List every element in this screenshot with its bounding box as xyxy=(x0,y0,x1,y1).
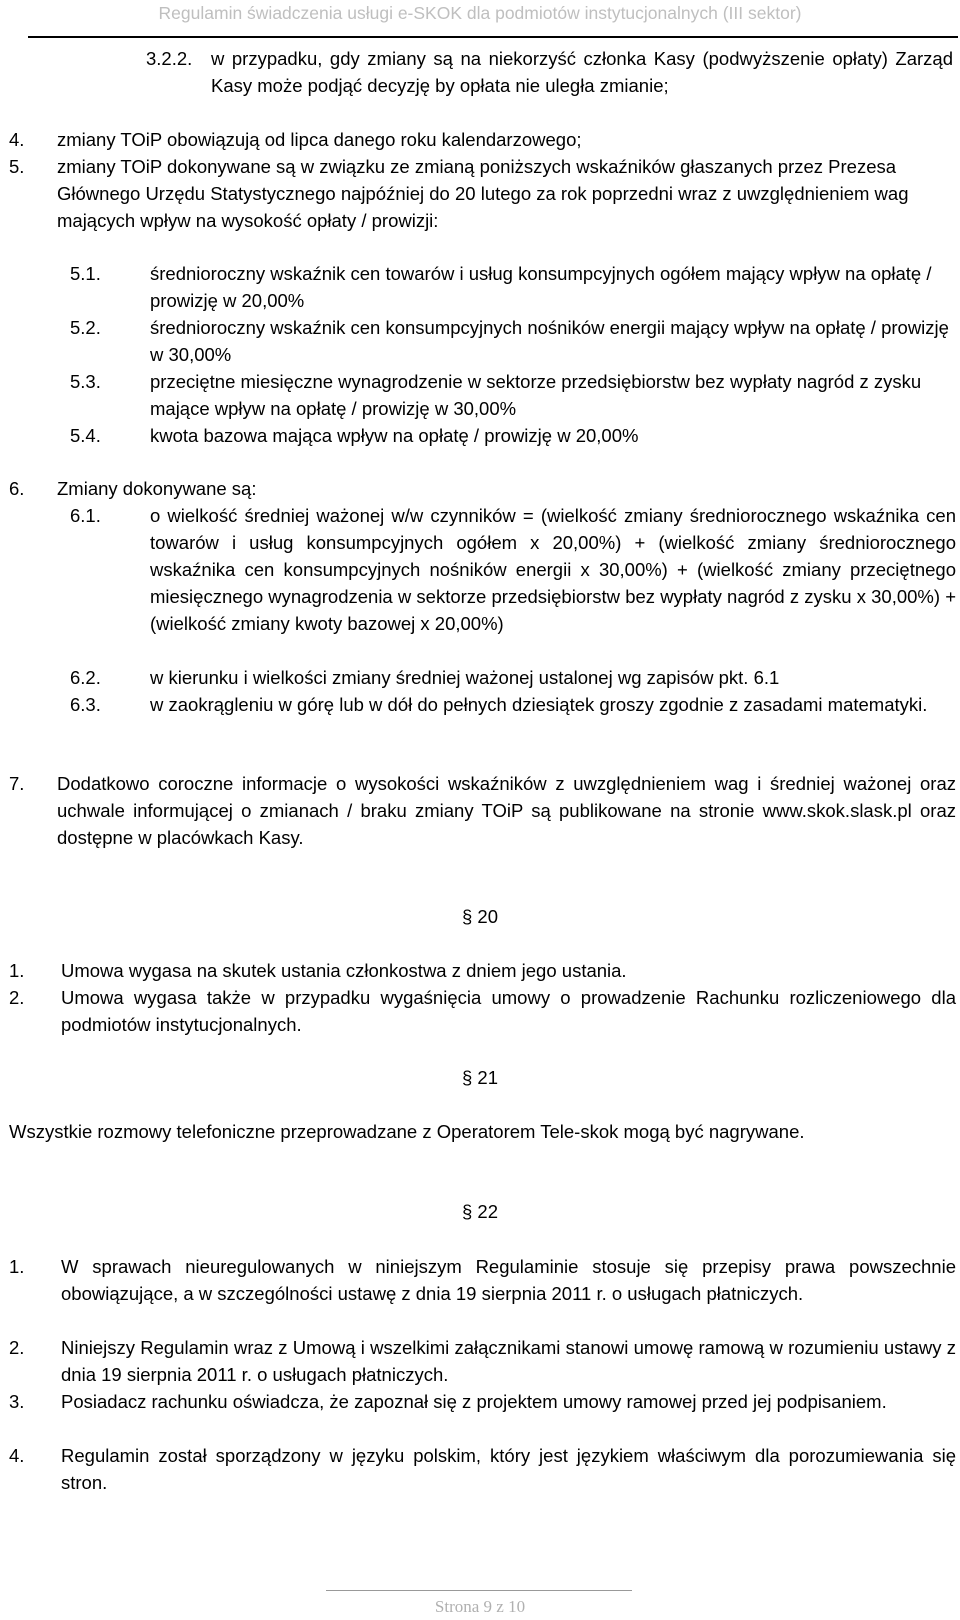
section-22-heading: § 22 xyxy=(461,1201,498,1222)
item-6-1-number: 6.1. xyxy=(70,505,101,526)
item-5-2-text: średnioroczny wskaźnik cen konsumpcyjnych nośników energii mający wpływ na opłatę / prowizję w 30,00% xyxy=(150,317,949,365)
s22-item-3-number: 3. xyxy=(9,1391,25,1412)
page-header: Regulamin świadczenia usługi e-SKOK dla podmiotów instytucjonalnych (III sektor) xyxy=(158,3,802,23)
page-number: Strona 9 z 10 xyxy=(434,1597,526,1616)
item-5-2-number: 5.2. xyxy=(70,317,101,338)
item-5-text: zmiany TOiP dokonywane są w związku ze zmianą poniższych wskaźników głaszanych przez Prezesa Głównego Urzędu Statystycznego najpóźniej do 20 lutego za rok poprzedni wraz z uwzględnieniem wag mających wpływ na wysokość opłaty / prowizji: xyxy=(57,156,909,231)
item-7-text: Dodatkowo coroczne informacje o wysokości wskaźników z uwzględnieniem wag i średniej ważonej oraz uchwale informującej o zmianach / braku zmiany TOiP są publikowane na stronie www.skok.slask.pl oraz dostępne w placówkach Kasy. xyxy=(57,773,956,848)
item-3-2-2-text: w przypadku, gdy zmiany są na niekorzyść członka Kasy (podwyższenie opłaty) Zarząd Kasy może podjąć decyzję by opłata nie uległa zmianie; xyxy=(211,48,953,96)
item-6-3-number: 6.3. xyxy=(70,694,101,715)
item-5-1-text: średnioroczny wskaźnik cen towarów i usług konsumpcyjnych ogółem mający wpływ na opłatę / prowizję w 20,00% xyxy=(150,263,932,311)
item-6-3-text: w zaokrągleniu w górę lub w dół do pełnych dziesiątek groszy zgodnie z zasadami matematyki. xyxy=(150,694,928,715)
item-6-2-text: w kierunku i wielkości zmiany średniej ważonej ustalonej wg zapisów pkt. 6.1 xyxy=(150,667,780,688)
s20-item-2-number: 2. xyxy=(9,987,25,1008)
item-4-text: zmiany TOiP obowiązują od lipca danego roku kalendarzowego; xyxy=(57,129,582,150)
item-5-3-text: przeciętne miesięczne wynagrodzenie w sektorze przedsiębiorstw bez wypłaty nagród z zysku mające wpływ na opłatę / prowizję w 30,00% xyxy=(150,371,922,419)
item-5-4-number: 5.4. xyxy=(70,425,101,446)
item-6-text: Zmiany dokonywane są: xyxy=(57,478,257,499)
item-7-number: 7. xyxy=(9,773,25,794)
section-21-text: Wszystkie rozmowy telefoniczne przeprowadzane z Operatorem Tele-skok mogą być nagrywane. xyxy=(9,1121,805,1142)
s20-item-2-text: Umowa wygasa także w przypadku wygaśnięcia umowy o prowadzenie Rachunku rozliczeniowego dla podmiotów instytucjonalnych. xyxy=(61,987,956,1035)
item-5-3-number: 5.3. xyxy=(70,371,101,392)
s22-item-1-text: W sprawach nieuregulowanych w niniejszym Regulaminie stosuje się przepisy prawa powszechnie obowiązujące, a w szczególności ustawę z dnia 19 sierpnia 2011 r. o usługach płatniczych. xyxy=(61,1256,956,1304)
footer-divider xyxy=(326,1590,632,1591)
item-6-2-number: 6.2. xyxy=(70,667,101,688)
s22-item-2-number: 2. xyxy=(9,1337,25,1358)
header-divider xyxy=(28,36,958,38)
item-5-1-number: 5.1. xyxy=(70,263,101,284)
item-6-number: 6. xyxy=(9,478,25,499)
s22-item-1-number: 1. xyxy=(9,1256,25,1277)
item-6-1-text: o wielkość średniej ważonej w/w czynników = (wielkość zmiany średniorocznego wskaźnika cen towarów i usług konsumpcyjnych ogółem x 20,00%) + (wielkość zmiany średniorocznego wskaźnika cen konsumpcyjnych nośników energii x 30,00%) + (wielkość zmiany przeciętnego miesięcznego wynagrodzenia w sektorze przedsiębiorstw bez wypłaty nagród z zysku x 30,00%) + (wielkość zmiany kwoty bazowej x 20,00%) xyxy=(150,505,956,634)
s22-item-2-text: Niniejszy Regulamin wraz z Umową i wszelkimi załącznikami stanowi umowę ramową w rozumieniu ustawy z dnia 19 sierpnia 2011 r. o usługach płatniczych. xyxy=(61,1337,956,1385)
section-20-heading: § 20 xyxy=(461,906,498,927)
s20-item-1-number: 1. xyxy=(9,960,25,981)
item-4-number: 4. xyxy=(9,129,25,150)
item-3-2-2-number: 3.2.2. xyxy=(146,48,193,69)
item-5-4-text: kwota bazowa mająca wpływ na opłatę / prowizję w 20,00% xyxy=(150,425,639,446)
section-21-heading: § 21 xyxy=(461,1067,498,1088)
s22-item-3-text: Posiadacz rachunku oświadcza, że zapoznał się z projektem umowy ramowej przed jej podpisaniem. xyxy=(61,1391,887,1412)
s20-item-1-text: Umowa wygasa na skutek ustania członkostwa z dniem jego ustania. xyxy=(61,960,627,981)
s22-item-4-number: 4. xyxy=(9,1445,25,1466)
item-5-number: 5. xyxy=(9,156,25,177)
s22-item-4-text: Regulamin został sporządzony w języku polskim, który jest językiem właściwym dla porozumiewania się stron. xyxy=(61,1445,956,1493)
